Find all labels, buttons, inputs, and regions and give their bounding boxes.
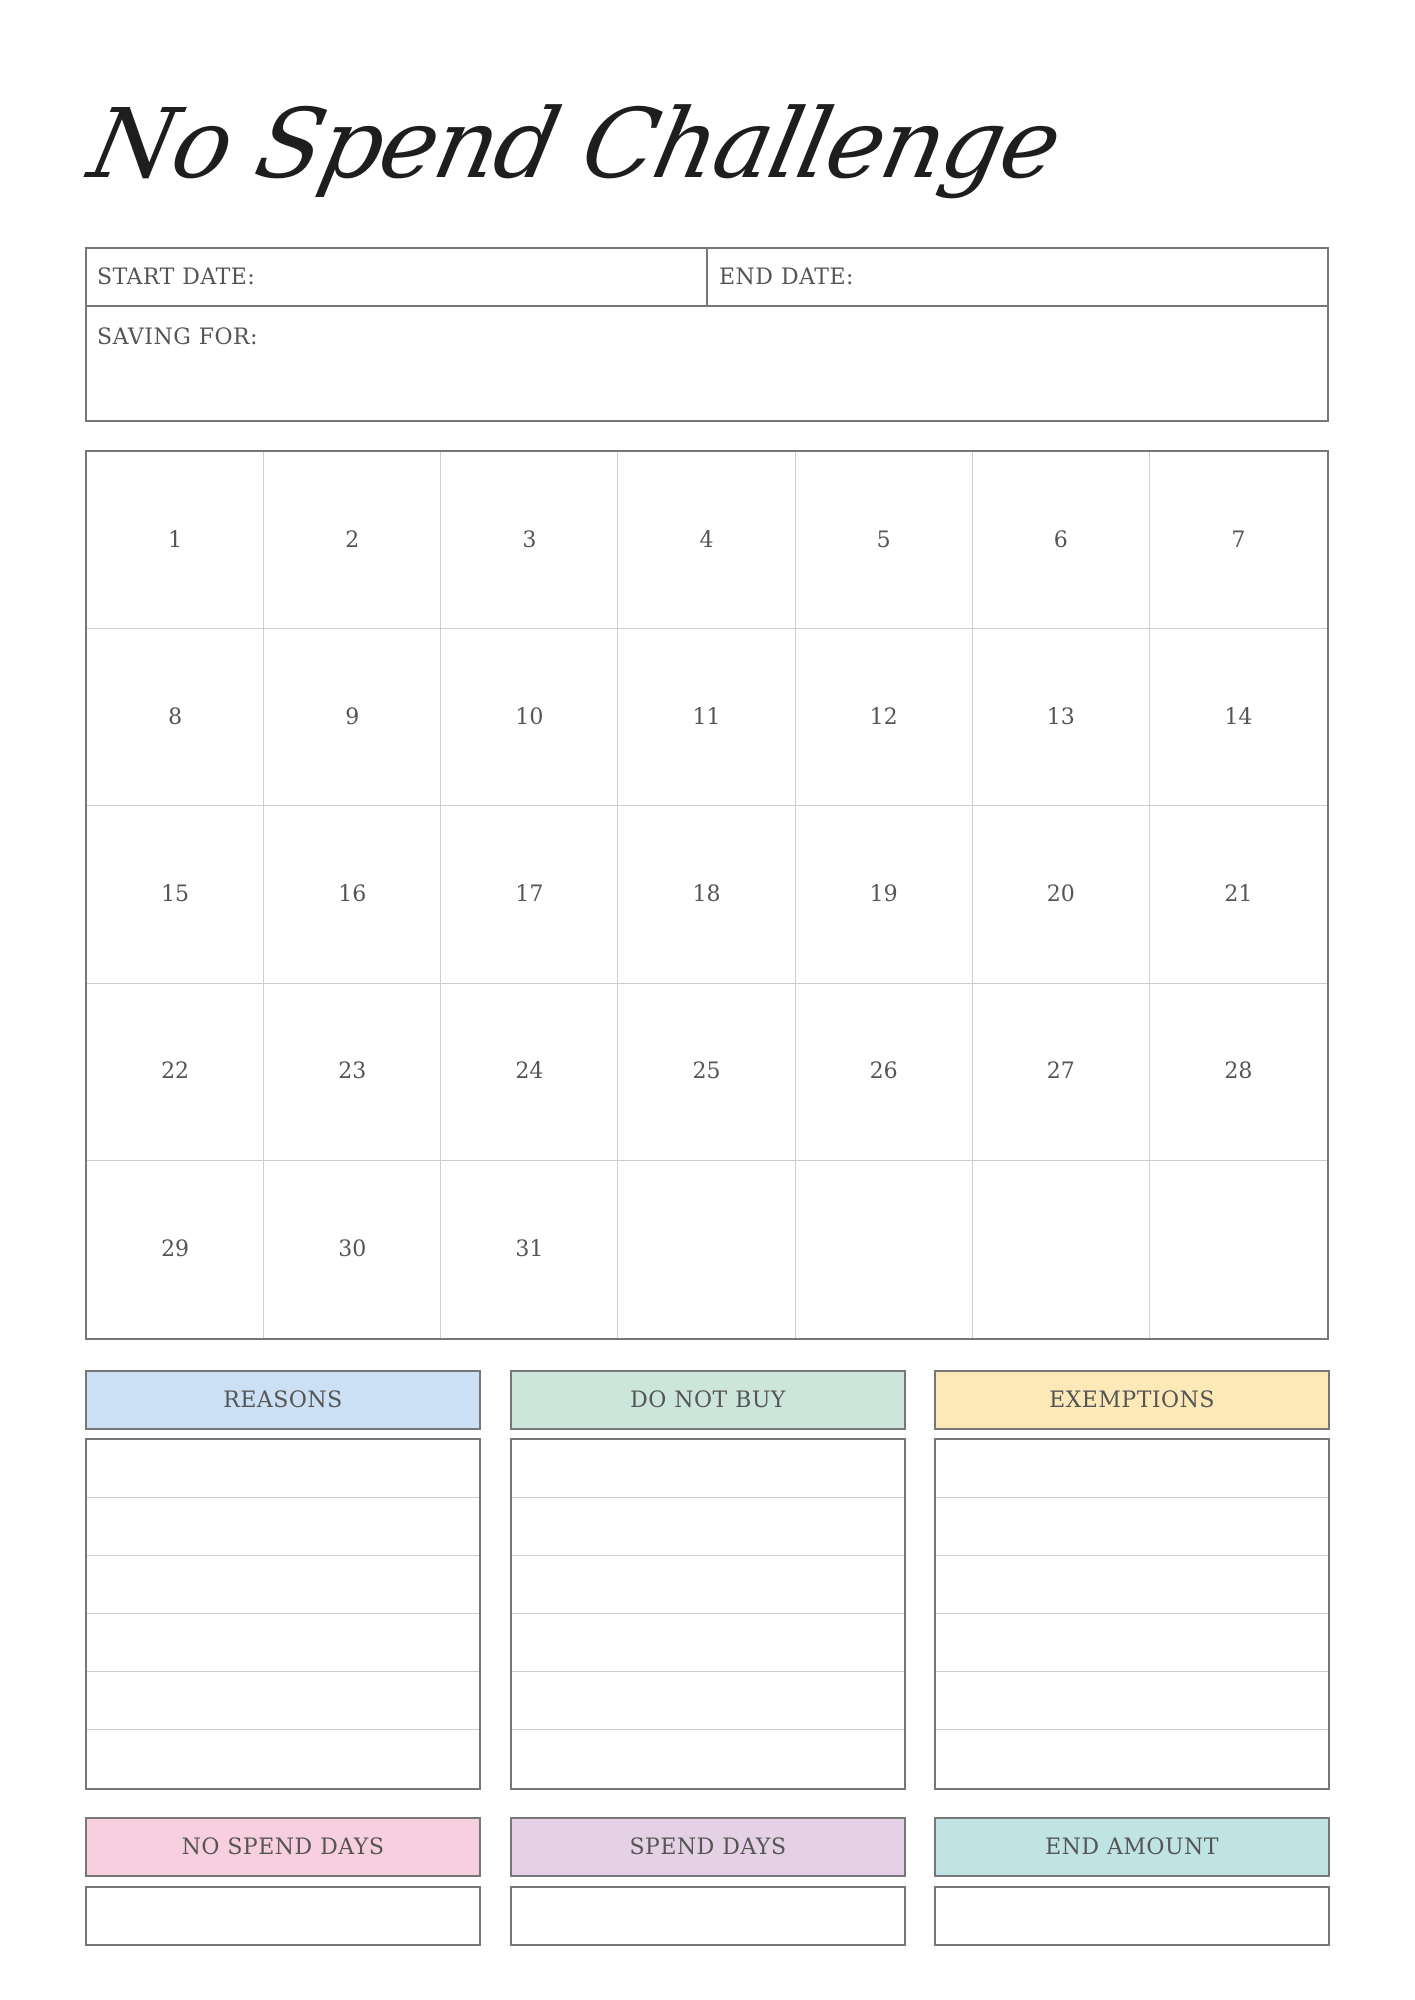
- calendar-day-number: 8: [168, 704, 183, 730]
- calendar-day-number: 21: [1224, 881, 1253, 907]
- calendar-day-number: 20: [1046, 881, 1075, 907]
- calendar-day-number: 25: [692, 1059, 721, 1085]
- calendar-day-cell[interactable]: [87, 629, 264, 806]
- end-date-label: END DATE:: [719, 265, 854, 290]
- calendar-day-cell[interactable]: [796, 629, 973, 806]
- calendar-day-number: 17: [515, 881, 544, 907]
- spend-days-box[interactable]: [510, 1886, 906, 1946]
- calendar-day-number: 28: [1224, 1059, 1253, 1085]
- exemptions-line[interactable]: [936, 1498, 1328, 1556]
- calendar-day-number: 26: [869, 1059, 898, 1085]
- calendar-day-number: 11: [692, 704, 721, 730]
- calendar-day-cell[interactable]: [87, 806, 264, 983]
- date-divider: [706, 249, 708, 307]
- reasons-list: [85, 1438, 481, 1790]
- do-not-buy-line[interactable]: [512, 1614, 904, 1672]
- calendar-day-number: 12: [869, 704, 898, 730]
- saving-for-label: SAVING FOR:: [97, 325, 259, 350]
- reasons-line[interactable]: [87, 1614, 479, 1672]
- reasons-line[interactable]: [87, 1672, 479, 1730]
- do-not-buy-line[interactable]: [512, 1440, 904, 1498]
- calendar-day-cell[interactable]: [796, 984, 973, 1161]
- end-amount-box[interactable]: [934, 1886, 1330, 1946]
- calendar-day-cell[interactable]: [264, 984, 441, 1161]
- calendar-day-number: 16: [338, 881, 367, 907]
- calendar-day-cell[interactable]: [796, 1161, 973, 1338]
- calendar-day-cell[interactable]: [441, 1161, 618, 1338]
- calendar-day-number: 18: [692, 881, 721, 907]
- calendar-day-cell[interactable]: [973, 629, 1150, 806]
- calendar-day-number: 14: [1224, 704, 1253, 730]
- calendar-day-number: 3: [522, 527, 537, 553]
- calendar-day-number: 6: [1053, 527, 1068, 553]
- exemptions-line[interactable]: [936, 1614, 1328, 1672]
- calendar-day-cell[interactable]: [618, 452, 795, 629]
- calendar-day-cell[interactable]: [796, 452, 973, 629]
- calendar-day-cell[interactable]: [264, 806, 441, 983]
- calendar-day-number: 29: [161, 1236, 190, 1262]
- calendar-day-cell[interactable]: [1150, 806, 1327, 983]
- calendar-day-number: 7: [1231, 527, 1246, 553]
- calendar-day-cell[interactable]: [1150, 1161, 1327, 1338]
- calendar-day-cell[interactable]: [1150, 629, 1327, 806]
- reasons-line[interactable]: [87, 1556, 479, 1614]
- exemptions-header: EXEMPTIONS: [934, 1370, 1330, 1430]
- exemptions-line[interactable]: [936, 1730, 1328, 1788]
- calendar-day-cell[interactable]: [87, 452, 264, 629]
- calendar-day-cell[interactable]: [973, 806, 1150, 983]
- exemptions-line[interactable]: [936, 1672, 1328, 1730]
- calendar-day-cell[interactable]: [441, 806, 618, 983]
- exemptions-line[interactable]: [936, 1556, 1328, 1614]
- calendar-day-cell[interactable]: [618, 1161, 795, 1338]
- calendar-day-number: 4: [699, 527, 714, 553]
- do-not-buy-line[interactable]: [512, 1556, 904, 1614]
- reasons-line[interactable]: [87, 1498, 479, 1556]
- calendar-day-cell[interactable]: [87, 984, 264, 1161]
- calendar-day-cell[interactable]: [1150, 452, 1327, 629]
- calendar-day-cell[interactable]: [973, 984, 1150, 1161]
- calendar-day-cell[interactable]: [441, 452, 618, 629]
- calendar-day-cell[interactable]: [618, 806, 795, 983]
- calendar-day-number: 23: [338, 1059, 367, 1085]
- calendar-day-cell[interactable]: [1150, 984, 1327, 1161]
- calendar-day-cell[interactable]: [87, 1161, 264, 1338]
- calendar-day-cell[interactable]: [264, 1161, 441, 1338]
- calendar-day-number: 24: [515, 1059, 544, 1085]
- calendar-day-number: 9: [345, 704, 360, 730]
- calendar-day-number: 31: [515, 1236, 544, 1262]
- calendar-day-number: 15: [161, 881, 190, 907]
- calendar-day-cell[interactable]: [441, 984, 618, 1161]
- do-not-buy-list: [510, 1438, 906, 1790]
- calendar-day-number: 19: [869, 881, 898, 907]
- page-title: No Spend Challenge: [80, 88, 1070, 200]
- exemptions-line[interactable]: [936, 1440, 1328, 1498]
- calendar-day-cell[interactable]: [618, 984, 795, 1161]
- calendar-day-cell[interactable]: [973, 1161, 1150, 1338]
- calendar-day-number: 10: [515, 704, 544, 730]
- no-spend-days-header: NO SPEND DAYS: [85, 1817, 481, 1877]
- do-not-buy-line[interactable]: [512, 1730, 904, 1788]
- calendar-day-cell[interactable]: [264, 452, 441, 629]
- do-not-buy-line[interactable]: [512, 1498, 904, 1556]
- calendar-day-cell[interactable]: [441, 629, 618, 806]
- reasons-line[interactable]: [87, 1730, 479, 1788]
- do-not-buy-header: DO NOT BUY: [510, 1370, 906, 1430]
- info-box: [85, 247, 1329, 422]
- end-amount-header: END AMOUNT: [934, 1817, 1330, 1877]
- start-date-label: START DATE:: [97, 265, 256, 290]
- calendar-day-cell[interactable]: [264, 629, 441, 806]
- reasons-header: REASONS: [85, 1370, 481, 1430]
- do-not-buy-line[interactable]: [512, 1672, 904, 1730]
- calendar-day-cell[interactable]: [973, 452, 1150, 629]
- no-spend-days-box[interactable]: [85, 1886, 481, 1946]
- calendar-day-number: 1: [168, 527, 183, 553]
- calendar-day-number: 5: [876, 527, 891, 553]
- calendar-day-number: 13: [1046, 704, 1075, 730]
- reasons-line[interactable]: [87, 1440, 479, 1498]
- exemptions-list: [934, 1438, 1330, 1790]
- calendar-grid: [85, 450, 1329, 1340]
- calendar-day-number: 22: [161, 1059, 190, 1085]
- calendar-day-cell[interactable]: [796, 806, 973, 983]
- calendar-day-number: 2: [345, 527, 360, 553]
- calendar-day-cell[interactable]: [618, 629, 795, 806]
- calendar-day-number: 30: [338, 1236, 367, 1262]
- spend-days-header: SPEND DAYS: [510, 1817, 906, 1877]
- calendar-day-number: 27: [1046, 1059, 1075, 1085]
